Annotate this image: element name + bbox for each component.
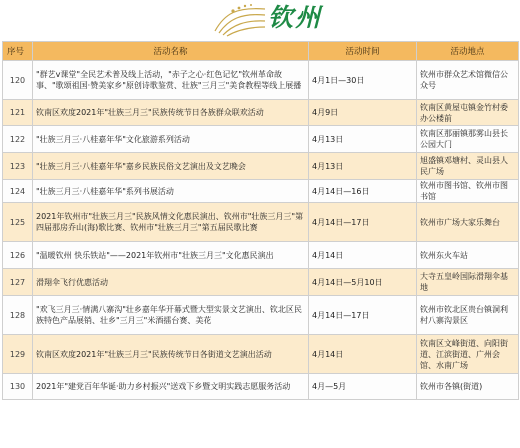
table-row: [3, 61, 519, 100]
event-place: 钦州市群众艺术馆微信公众号: [417, 61, 519, 100]
row-number: 129: [3, 335, 33, 374]
table-row: [3, 203, 519, 242]
row-number: 123: [3, 153, 33, 180]
event-time: 4月14日: [309, 242, 417, 269]
ornament-icon: [213, 1, 267, 37]
table-row: [3, 269, 519, 296]
event-name: 2021年"建党百年华诞·助力乡村振兴"送戏下乡暨文明实践志愿服务活动: [33, 374, 309, 400]
event-time: 4月13日: [309, 126, 417, 153]
event-time: 4月—5月: [309, 374, 417, 400]
table-row: [3, 296, 519, 335]
event-name: "壮族三月三·八桂嘉年华"文化旅游系列活动: [33, 126, 309, 153]
event-place: 钦南区那丽镇那雾山县长公园大门: [417, 126, 519, 153]
event-place: 钦州市钦北区贵台镇洞利村八寨沟景区: [417, 296, 519, 335]
event-place: 钦州市各镇(街道): [417, 374, 519, 400]
event-name: 滑翔伞飞行优惠活动: [33, 269, 309, 296]
event-name: "壮族三月三·八桂嘉年华"系列书展活动: [33, 180, 309, 203]
event-time: 4月9日: [309, 100, 417, 126]
event-place: 钦南区文峰街道、向阳街道、江滨街道、广州会馆、水南广场: [417, 335, 519, 374]
column-header-number: 序号: [3, 42, 33, 61]
event-name: "温暖钦州 快乐铁站"——2021年钦州市"壮族三月三"文化惠民演出: [33, 242, 309, 269]
event-place: 大寺五皇岭国际滑翔伞基地: [417, 269, 519, 296]
row-number: 128: [3, 296, 33, 335]
event-name: 2021年钦州市"壮族三月三"民族风情文化惠民演出、钦州市"壮族三月三"第四届那房乔山(海)歌比赛、钦州市"壮族三月三"第五届民歌比赛: [33, 203, 309, 242]
events-table: [2, 41, 519, 400]
column-header-place: 活动地点: [417, 42, 519, 61]
event-place: 钦州市图书馆、钦州市图书馆: [417, 180, 519, 203]
event-time: 4月14日—17日: [309, 296, 417, 335]
event-time: 4月13日: [309, 153, 417, 180]
event-name: 钦南区欢度2021年"壮族三月三"民族传统节日各族群众联欢活动: [33, 100, 309, 126]
table-header-row: [3, 42, 519, 61]
event-time: 4月14日—17日: [309, 203, 417, 242]
event-name: "群艺v课堂"全民艺术普及线上活动，"赤子之心·红色记忆"钦州革命故事、"歌颂祖国·赞美家乡"原创诗歌鉴赏、壮族"三月三"美食教程等线上展播: [33, 61, 309, 100]
table-row: [3, 335, 519, 374]
event-place: 钦南区黄屋屯镇金竹村委办公楼前: [417, 100, 519, 126]
table-row: [3, 242, 519, 269]
header: [0, 0, 520, 40]
row-number: 122: [3, 126, 33, 153]
row-number: 120: [3, 61, 33, 100]
event-name: 钦南区欢度2021年"壮族三月三"民族传统节日各街道文艺演出活动: [33, 335, 309, 374]
event-place: 钦州市广场大家乐舞台: [417, 203, 519, 242]
column-header-time: 活动时间: [309, 42, 417, 61]
event-name: "壮族三月三·八桂嘉年华"嘉乡民族民俗文艺演出及文艺晚会: [33, 153, 309, 180]
event-time: 4月14日: [309, 335, 417, 374]
page-title: 钦州: [268, 3, 323, 32]
table-row: [3, 374, 519, 400]
event-name: "欢飞三月三·情满八寨沟"壮乡嘉年华开幕式暨大型实景文艺演出、钦北区民族特色产品展销、壮乡"三月三"米酒擂台赛、美花: [33, 296, 309, 335]
table-row: [3, 180, 519, 203]
table-row: [3, 153, 519, 180]
event-place: 钦州东火车站: [417, 242, 519, 269]
row-number: 127: [3, 269, 33, 296]
row-number: 126: [3, 242, 33, 269]
row-number: 124: [3, 180, 33, 203]
event-time: 4月14日—5月10日: [309, 269, 417, 296]
table-row: [3, 126, 519, 153]
event-time: 4月14日—16日: [309, 180, 417, 203]
row-number: 121: [3, 100, 33, 126]
table-row: [3, 100, 519, 126]
event-place: 旭盛镇邓塘村、灵山县人民广场: [417, 153, 519, 180]
column-header-name: 活动名称: [33, 42, 309, 61]
row-number: 125: [3, 203, 33, 242]
event-time: 4月1日—30日: [309, 61, 417, 100]
row-number: 130: [3, 374, 33, 400]
